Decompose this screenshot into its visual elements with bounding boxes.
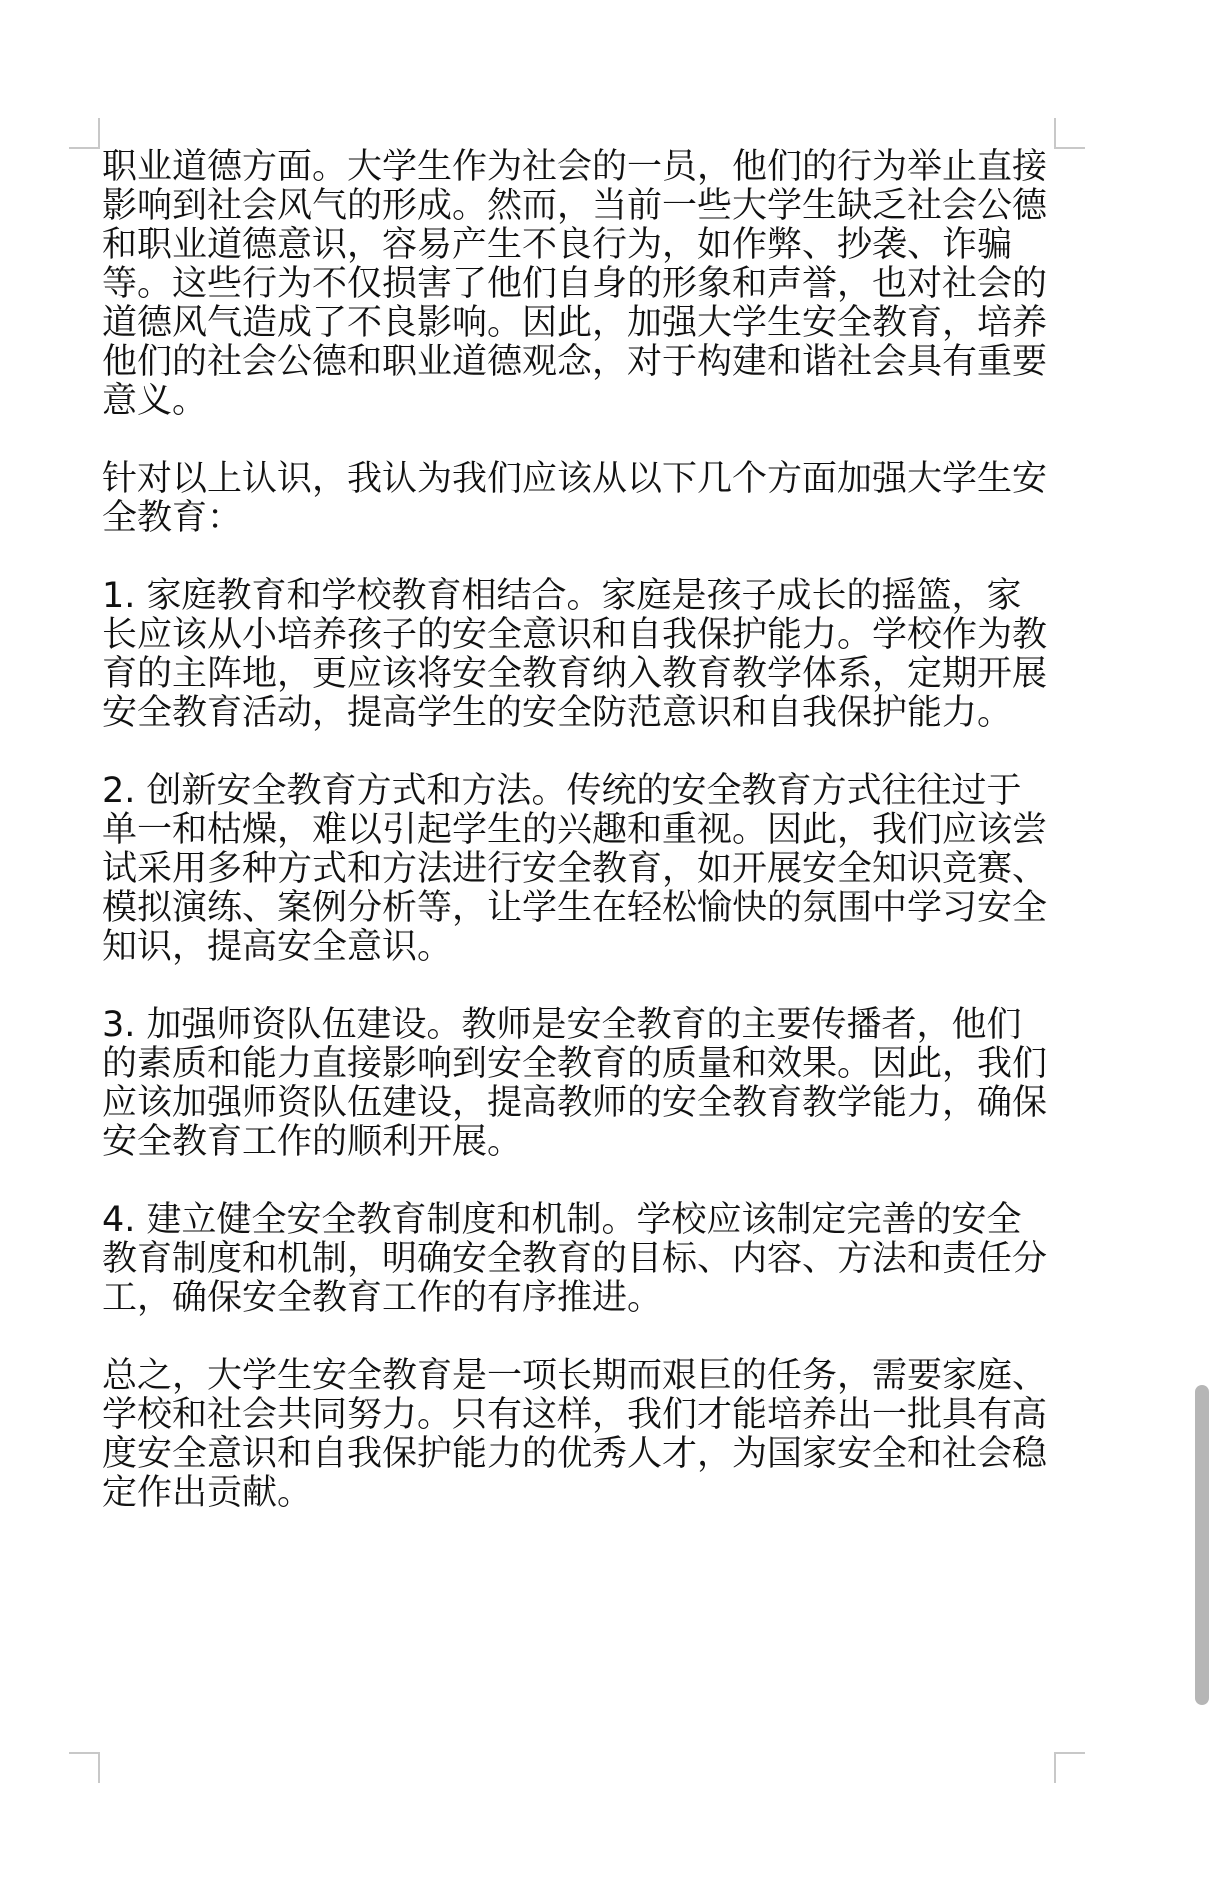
text-line: 育的主阵地，更应该将安全教育纳入教育教学体系，定期开展 [102, 654, 1048, 694]
text-line: 模拟演练、案例分析等，让学生在轻松愉快的氛围中学习安全 [102, 888, 1048, 928]
text-line: 单一和枯燥，难以引起学生的兴趣和重视。因此，我们应该尝 [102, 810, 1048, 850]
text-line: 全教育： [102, 498, 243, 538]
text-line: 他们的社会公德和职业道德观念，对于构建和谐社会具有重要 [102, 342, 1048, 382]
text-line: 学校和社会共同努力。只有这样，我们才能培养出一批具有高 [102, 1395, 1048, 1435]
text-line: 4. 建立健全安全教育制度和机制。学校应该制定完善的安全 [102, 1200, 1022, 1240]
text-line: 总之，大学生安全教育是一项长期而艰巨的任务，需要家庭、 [102, 1356, 1048, 1396]
text-line: 等。这些行为不仅损害了他们自身的形象和声誉，也对社会的 [102, 264, 1048, 304]
list-item-4-systems [102, 1201, 1062, 1318]
text-line: 定作出贡献。 [102, 1473, 313, 1513]
text-line: 1. 家庭教育和学校教育相结合。家庭是孩子成长的摇篮，家 [102, 576, 1022, 616]
list-item-3-teachers [102, 1006, 1062, 1162]
margin-corner-mark-bottom-right [1054, 1752, 1085, 1783]
text-line: 教育制度和机制，明确安全教育的目标、内容、方法和责任分 [102, 1239, 1048, 1279]
text-line: 工，确保安全教育工作的有序推进。 [102, 1278, 663, 1318]
list-item-1-family-school [102, 577, 1062, 733]
text-line: 知识，提高安全意识。 [102, 927, 453, 967]
text-line: 安全教育工作的顺利开展。 [102, 1122, 523, 1162]
paragraph-moral-education [102, 148, 1062, 421]
document-body[interactable] [102, 148, 1062, 1552]
text-line: 度安全意识和自我保护能力的优秀人才，为国家安全和社会稳 [102, 1434, 1048, 1474]
margin-corner-mark-top-right [1054, 118, 1085, 149]
margin-corner-mark-top-left [69, 118, 100, 149]
text-line: 道德风气造成了不良影响。因此，加强大学生安全教育，培养 [102, 303, 1048, 343]
text-line: 应该加强师资队伍建设，提高教师的安全教育教学能力，确保 [102, 1083, 1048, 1123]
text-line: 影响到社会风气的形成。然而，当前一些大学生缺乏社会公德 [102, 186, 1048, 226]
list-item-2-innovate-methods [102, 772, 1062, 967]
text-line: 试采用多种方式和方法进行安全教育，如开展安全知识竞赛、 [102, 849, 1048, 889]
text-line: 和职业道德意识，容易产生不良行为，如作弊、抄袭、诈骗 [102, 225, 1013, 265]
text-line: 安全教育活动，提高学生的安全防范意识和自我保护能力。 [102, 693, 1013, 733]
text-line: 2. 创新安全教育方式和方法。传统的安全教育方式往往过于 [102, 771, 1022, 811]
paragraph-conclusion [102, 1357, 1062, 1513]
text-line: 长应该从小培养孩子的安全意识和自我保护能力。学校作为教 [102, 615, 1048, 655]
text-line: 意义。 [102, 381, 208, 421]
text-line: 针对以上认识，我认为我们应该从以下几个方面加强大学生安 [102, 459, 1048, 499]
scrollbar-thumb[interactable] [1195, 1385, 1209, 1705]
text-line: 职业道德方面。大学生作为社会的一员，他们的行为举止直接 [102, 147, 1048, 187]
paragraph-intro-measures [102, 460, 1062, 538]
margin-corner-mark-bottom-left [69, 1752, 100, 1783]
text-line: 的素质和能力直接影响到安全教育的质量和效果。因此，我们 [102, 1044, 1048, 1084]
vertical-scrollbar[interactable] [1190, 0, 1220, 1903]
text-line: 3. 加强师资队伍建设。教师是安全教育的主要传播者，他们 [102, 1005, 1022, 1045]
